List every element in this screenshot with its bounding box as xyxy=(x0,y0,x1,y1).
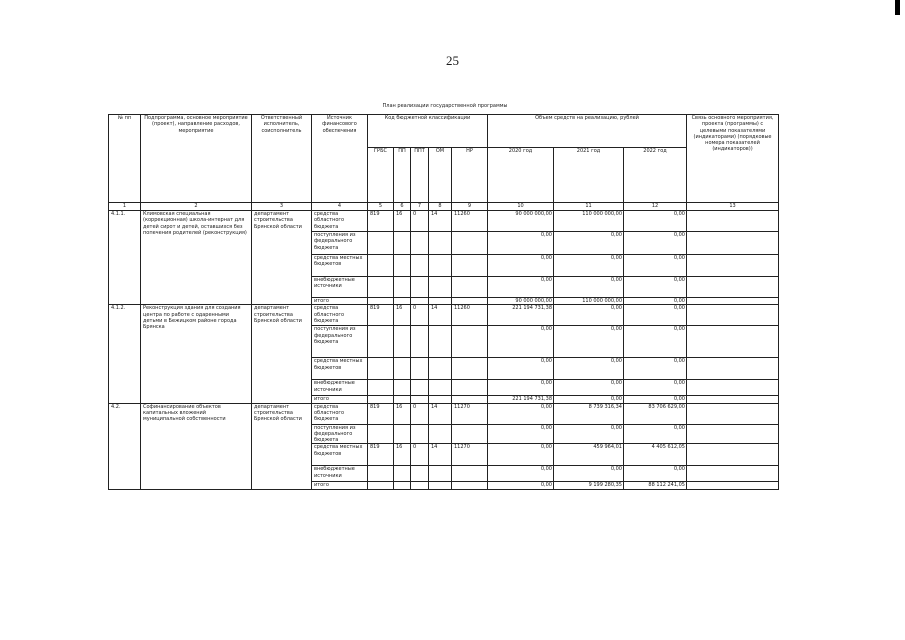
column-number: 13 xyxy=(687,203,779,211)
indicator-link xyxy=(687,396,779,403)
code-ppt xyxy=(411,358,429,380)
row-number: 4.1.2. xyxy=(109,305,141,403)
funding-source: внебюджетные источники xyxy=(312,380,368,396)
funding-source: внебюджетные источники xyxy=(312,466,368,482)
measure-name: Софинансирование объектов капитальных вложений муниципальной собственности xyxy=(141,403,252,489)
code-grbs xyxy=(368,396,394,403)
amount-2022: 88 112 241,05 xyxy=(624,482,687,489)
code-grbs xyxy=(368,298,394,305)
amount-2021: 0,00 xyxy=(554,255,624,277)
header-2021: 2021 год xyxy=(554,148,624,203)
amount-2021: 110 000 000,00 xyxy=(554,298,624,305)
header-nr: НР xyxy=(452,148,488,203)
code-pp xyxy=(394,482,411,489)
funding-source: внебюджетные источники xyxy=(312,277,368,298)
code-grbs xyxy=(368,424,394,444)
measure-name: Реконструкция здания для создания центра по работе с одаренными детьми в Бежицком районе города Брянска xyxy=(141,305,252,403)
amount-2020: 0,00 xyxy=(488,466,554,482)
header-link: Связь основного мероприятия, проекта (программы) с целевыми показателями (индикаторами) (порядковые номера показателей (индикаторов)) xyxy=(687,115,779,203)
funding-source: итого xyxy=(312,482,368,489)
code-nr xyxy=(452,232,488,255)
column-number: 12 xyxy=(624,203,687,211)
indicator-link xyxy=(687,326,779,358)
code-grbs xyxy=(368,232,394,255)
amount-2021: 0,00 xyxy=(554,326,624,358)
code-nr xyxy=(452,396,488,403)
funding-source: итого xyxy=(312,396,368,403)
code-ppt xyxy=(411,255,429,277)
funding-source: средства местных бюджетов xyxy=(312,358,368,380)
code-ppt xyxy=(411,326,429,358)
code-pp xyxy=(394,358,411,380)
column-number-row xyxy=(109,203,779,211)
code-nr xyxy=(452,482,488,489)
scan-edge-mark xyxy=(895,0,900,15)
column-number: 5 xyxy=(368,203,394,211)
code-nr: 11260 xyxy=(452,305,488,326)
code-pp xyxy=(394,232,411,255)
code-om xyxy=(429,255,452,277)
amount-2020: 0,00 xyxy=(488,326,554,358)
header-name: Подпрограмма, основное мероприятие (проект), направление расходов, мероприятие xyxy=(141,115,252,203)
indicator-link xyxy=(687,380,779,396)
code-grbs xyxy=(368,358,394,380)
column-number: 1 xyxy=(109,203,141,211)
code-ppt xyxy=(411,466,429,482)
amount-2021: 9 199 280,35 xyxy=(554,482,624,489)
code-nr xyxy=(452,466,488,482)
indicator-link xyxy=(687,466,779,482)
indicator-link xyxy=(687,255,779,277)
amount-2021: 0,00 xyxy=(554,424,624,444)
amount-2022: 0,00 xyxy=(624,232,687,255)
header-2020: 2020 год xyxy=(488,148,554,203)
code-grbs xyxy=(368,277,394,298)
header-om: ОМ xyxy=(429,148,452,203)
column-number: 6 xyxy=(394,203,411,211)
header-row-top xyxy=(109,115,779,148)
funding-source: средства местных бюджетов xyxy=(312,255,368,277)
header-2022: 2022 год xyxy=(624,148,687,203)
indicator-link xyxy=(687,298,779,305)
code-pp xyxy=(394,466,411,482)
code-om xyxy=(429,482,452,489)
measure-name: Климовская специальная (коррекционная) школа-интернат для детей сирот и детей, оставшихся без попечения родителей (реконструкция) xyxy=(141,211,252,305)
code-nr: 11260 xyxy=(452,211,488,232)
funding-source: поступления из федерального бюджета xyxy=(312,232,368,255)
table-title: План реализации государственной программы xyxy=(382,103,508,109)
amount-2020: 221 194 731,38 xyxy=(488,305,554,326)
amount-2020: 0,00 xyxy=(488,232,554,255)
code-om: 14 xyxy=(429,211,452,232)
amount-2021: 0,00 xyxy=(554,305,624,326)
code-pp xyxy=(394,326,411,358)
amount-2021: 0,00 xyxy=(554,358,624,380)
amount-2022: 0,00 xyxy=(624,305,687,326)
funding-source: поступления из федерального бюджета xyxy=(312,424,368,444)
funding-source: средства областного бюджета xyxy=(312,305,368,326)
column-number: 10 xyxy=(488,203,554,211)
amount-2022: 0,00 xyxy=(624,358,687,380)
indicator-link xyxy=(687,444,779,466)
column-number: 9 xyxy=(452,203,488,211)
amount-2020: 0,00 xyxy=(488,482,554,489)
code-om xyxy=(429,298,452,305)
indicator-link xyxy=(687,424,779,444)
code-nr xyxy=(452,358,488,380)
responsible-executor: департамент строительства Брянской области xyxy=(252,305,312,403)
amount-2022: 0,00 xyxy=(624,326,687,358)
code-grbs: 819 xyxy=(368,211,394,232)
code-om xyxy=(429,424,452,444)
amount-2021: 0,00 xyxy=(554,380,624,396)
code-pp: 16 xyxy=(394,403,411,424)
amount-2022: 0,00 xyxy=(624,380,687,396)
code-pp xyxy=(394,277,411,298)
amount-2022: 0,00 xyxy=(624,298,687,305)
responsible-executor: департамент строительства Брянской области xyxy=(252,211,312,305)
code-om xyxy=(429,277,452,298)
amount-2020: 0,00 xyxy=(488,424,554,444)
code-ppt xyxy=(411,396,429,403)
page-number: 25 xyxy=(446,53,459,68)
code-ppt: 0 xyxy=(411,444,429,466)
indicator-link xyxy=(687,358,779,380)
amount-2021: 459 964,01 xyxy=(554,444,624,466)
funding-source: средства областного бюджета xyxy=(312,403,368,424)
indicator-link xyxy=(687,403,779,424)
code-nr xyxy=(452,298,488,305)
code-ppt xyxy=(411,380,429,396)
amount-2022: 0,00 xyxy=(624,211,687,232)
code-om xyxy=(429,326,452,358)
code-grbs xyxy=(368,466,394,482)
code-om: 14 xyxy=(429,305,452,326)
code-grbs xyxy=(368,326,394,358)
table-row xyxy=(109,305,779,326)
code-grbs: 819 xyxy=(368,403,394,424)
amount-2021: 0,00 xyxy=(554,232,624,255)
code-pp: 16 xyxy=(394,444,411,466)
code-ppt: 0 xyxy=(411,305,429,326)
header-responsible: Ответственный исполнитель, соисполнитель xyxy=(252,115,312,203)
code-grbs xyxy=(368,255,394,277)
column-number: 3 xyxy=(252,203,312,211)
amount-2022: 0,00 xyxy=(624,466,687,482)
code-grbs xyxy=(368,482,394,489)
indicator-link xyxy=(687,232,779,255)
code-pp xyxy=(394,396,411,403)
code-pp xyxy=(394,380,411,396)
code-ppt xyxy=(411,277,429,298)
code-om xyxy=(429,466,452,482)
header-grbs: ГРБС xyxy=(368,148,394,203)
column-number: 2 xyxy=(141,203,252,211)
program-plan-table xyxy=(108,114,779,490)
code-om xyxy=(429,396,452,403)
code-ppt: 0 xyxy=(411,211,429,232)
funding-source: средства местных бюджетов xyxy=(312,444,368,466)
code-om: 14 xyxy=(429,403,452,424)
header-source: Источник финансового обеспечения xyxy=(312,115,368,203)
code-ppt xyxy=(411,424,429,444)
header-kbk: Код бюджетной классификации xyxy=(368,115,488,148)
column-number: 11 xyxy=(554,203,624,211)
code-grbs xyxy=(368,380,394,396)
amount-2020: 90 000 000,00 xyxy=(488,211,554,232)
code-om: 14 xyxy=(429,444,452,466)
indicator-link xyxy=(687,305,779,326)
table-row xyxy=(109,403,779,424)
column-number: 4 xyxy=(312,203,368,211)
funding-source: итого xyxy=(312,298,368,305)
code-nr: 11270 xyxy=(452,403,488,424)
indicator-link xyxy=(687,211,779,232)
amount-2022: 4 405 612,05 xyxy=(624,444,687,466)
code-ppt: 0 xyxy=(411,403,429,424)
code-pp: 16 xyxy=(394,305,411,326)
table-row xyxy=(109,211,779,232)
code-grbs: 819 xyxy=(368,444,394,466)
amount-2020: 221 194 731,38 xyxy=(488,396,554,403)
amount-2020: 90 000 000,00 xyxy=(488,298,554,305)
code-grbs: 819 xyxy=(368,305,394,326)
row-number: 4.2. xyxy=(109,403,141,489)
amount-2020: 0,00 xyxy=(488,380,554,396)
column-number: 8 xyxy=(429,203,452,211)
header-pp: ПП xyxy=(394,148,411,203)
responsible-executor: департамент строительства Брянской области xyxy=(252,403,312,489)
code-nr xyxy=(452,424,488,444)
code-nr: 11270 xyxy=(452,444,488,466)
amount-2020: 0,00 xyxy=(488,277,554,298)
amount-2022: 0,00 xyxy=(624,255,687,277)
amount-2021: 110 000 000,00 xyxy=(554,211,624,232)
code-pp xyxy=(394,424,411,444)
code-pp xyxy=(394,255,411,277)
amount-2021: 0,00 xyxy=(554,466,624,482)
amount-2022: 0,00 xyxy=(624,396,687,403)
code-om xyxy=(429,380,452,396)
header-ppt: ППТ xyxy=(411,148,429,203)
code-nr xyxy=(452,255,488,277)
amount-2021: 8 739 316,34 xyxy=(554,403,624,424)
code-pp: 16 xyxy=(394,211,411,232)
code-om xyxy=(429,358,452,380)
code-nr xyxy=(452,326,488,358)
indicator-link xyxy=(687,277,779,298)
indicator-link xyxy=(687,482,779,489)
code-ppt xyxy=(411,298,429,305)
amount-2020: 0,00 xyxy=(488,358,554,380)
code-ppt xyxy=(411,232,429,255)
header-volume: Объем средств на реализацию, рублей xyxy=(488,115,687,148)
code-nr xyxy=(452,277,488,298)
code-om xyxy=(429,232,452,255)
amount-2020: 0,00 xyxy=(488,444,554,466)
amount-2022: 0,00 xyxy=(624,424,687,444)
amount-2020: 0,00 xyxy=(488,255,554,277)
header-num: № пп xyxy=(109,115,141,203)
code-nr xyxy=(452,380,488,396)
amount-2022: 0,00 xyxy=(624,277,687,298)
amount-2021: 0,00 xyxy=(554,396,624,403)
column-number: 7 xyxy=(411,203,429,211)
amount-2020: 0,00 xyxy=(488,403,554,424)
amount-2021: 0,00 xyxy=(554,277,624,298)
amount-2022: 83 706 629,00 xyxy=(624,403,687,424)
code-pp xyxy=(394,298,411,305)
code-ppt xyxy=(411,482,429,489)
funding-source: поступления из федерального бюджета xyxy=(312,326,368,358)
row-number: 4.1.1. xyxy=(109,211,141,305)
funding-source: средства областного бюджета xyxy=(312,211,368,232)
